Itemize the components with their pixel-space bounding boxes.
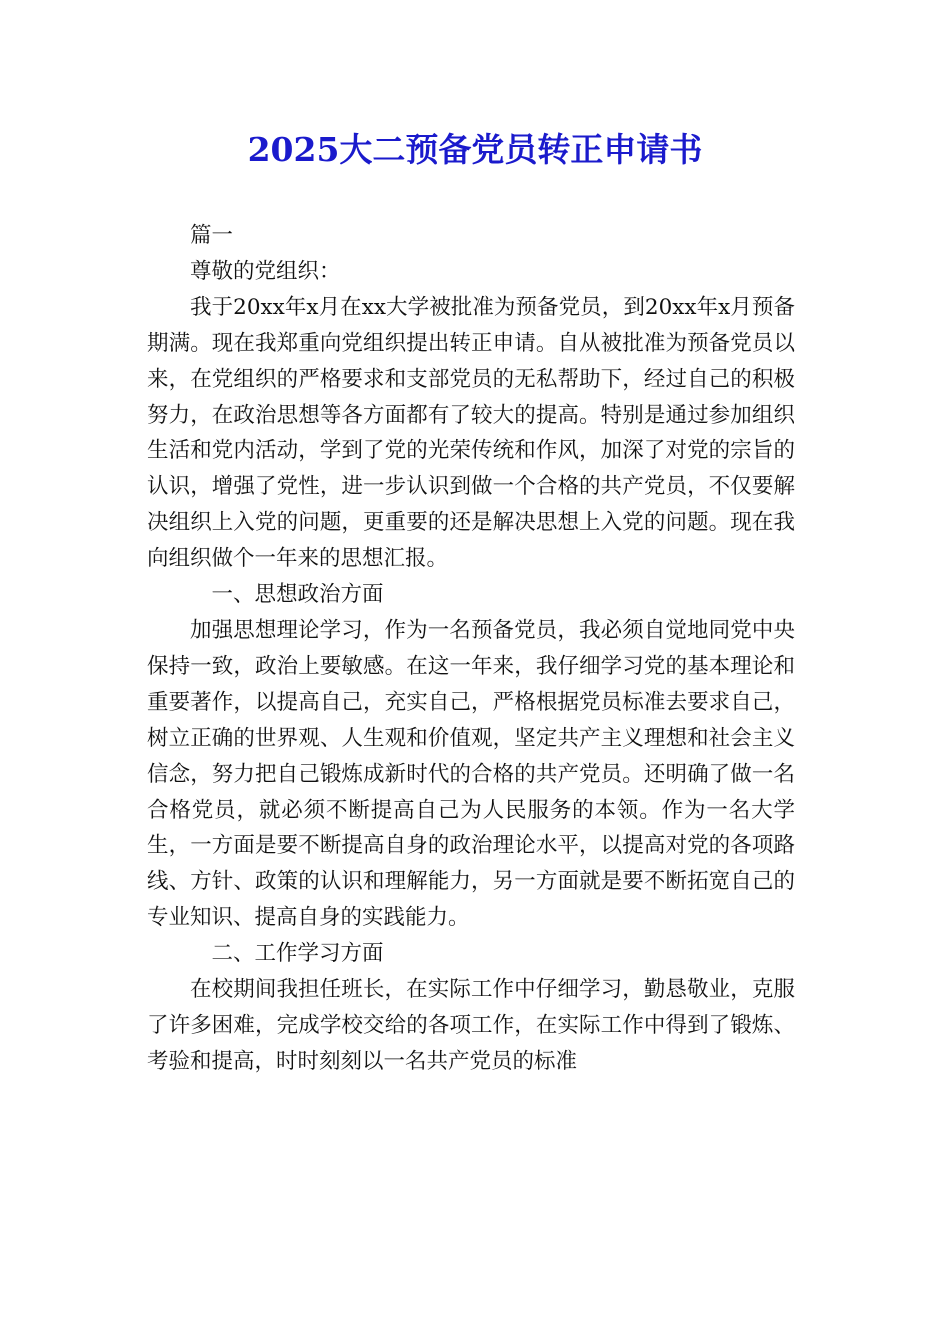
section-label: 篇一 bbox=[190, 223, 234, 248]
salutation: 尊敬的党组织： bbox=[190, 258, 341, 284]
section-heading: 二、工作学习方面 bbox=[211, 941, 384, 967]
body-paragraph: 在校期间我担任班长，在实际工作中仔细学习，勤恳敬业，克服了许多困难，完成学校交给的各项工作，在实际工作中得到了锻炼、考验和提高，时时刻刻以一名共产党员的标准 bbox=[147, 977, 795, 1074]
body-paragraph: 加强思想理论学习，作为一名预备党员，我必须自觉地同党中央保持一致，政治上要敏感。在这一年来，我仔细学习党的基本理论和重要著作，以提高自己，充实自己，严格根据党员标准去要求自己，树立正确的世界观、人生观和价值观，坚定共产主义理想和社会主义信念，努力把自己锻炼成新时代的合格的共产党员。还明确了做一名合格党员，就必须不断提高自己为人民服务的本领。作为一名大学生，一方面是要不断提高自身的政治理论水平，以提高对党的各项路线、方针、政策的认识和理解能力，另一方面就是要不断拓宽自己的专业知识、提高自身的实践能力。 bbox=[147, 617, 795, 931]
body-paragraph: 我于20xx年x月在xx大学被批准为预备党员，到20xx年x月预备期满。现在我郑重向党组织提出转正申请。自从被批准为预备党员以来，在党组织的严格要求和支部党员的无私帮助下，经过自己的积极努力，在政治思想等各方面都有了较大的提高。特别是通过参加组织生活和党内活动，学到了党的光荣传统和作风，加深了对党的宗旨的认识，增强了党性，进一步认识到做一个合格的共产党员，不仅要解决组织上入党的问题，更重要的还是解决思想上入党的问题。现在我向组织做个一年来的思想汇报。 bbox=[147, 294, 795, 572]
section-heading: 一、思想政治方面 bbox=[211, 582, 384, 608]
document-title: 2025大二预备党员转正申请书 bbox=[247, 130, 703, 169]
document-body bbox=[147, 218, 795, 1080]
